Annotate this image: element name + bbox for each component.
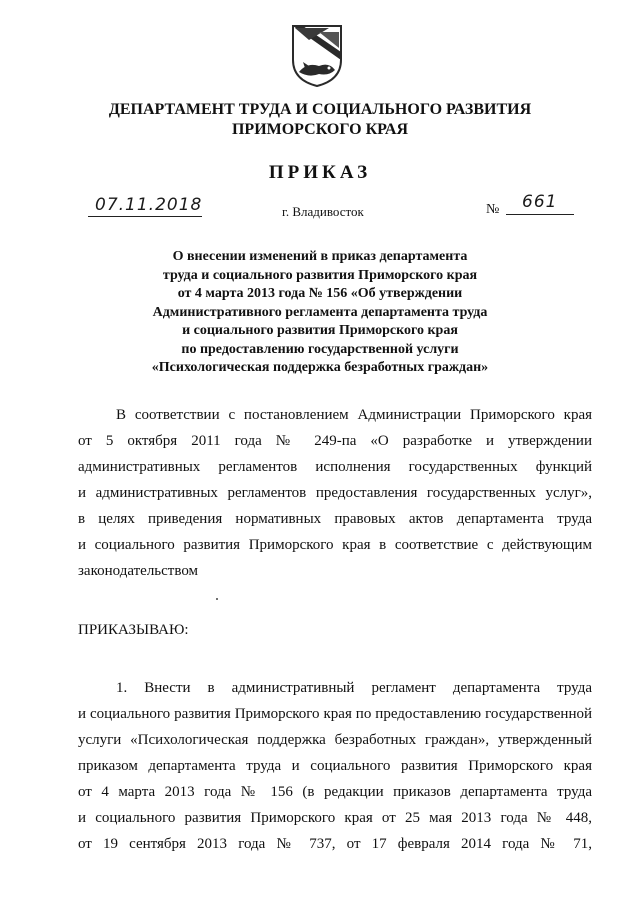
- subject-line: и социального развития Приморского края: [182, 323, 458, 338]
- subject-line: по предоставлению государственной услуги: [181, 341, 459, 357]
- paragraph-line: от 19 сентября 2013 года № 737, от 17 февраля 2014 года № 71,: [78, 836, 592, 852]
- subject-line: О внесении изменений в приказ департамента: [172, 249, 468, 264]
- paragraph-line: В соответствии с постановлением Администрации Приморского края: [116, 407, 592, 423]
- paragraph-line: и социального развития Приморского края от 25 мая 2013 года № 448,: [78, 810, 592, 826]
- city-label: г. Владивосток: [282, 204, 364, 219]
- paragraph-line: приказом департамента труда и социального развития Приморского края: [78, 758, 592, 774]
- subject-line: Административного регламента департамента труда: [152, 304, 488, 320]
- paragraph-line: услуги «Психологическая поддержка безработных граждан», утвержденный: [78, 732, 592, 748]
- paragraph-line: 1. Внести в административный регламент департамента труда: [116, 680, 592, 696]
- coat-of-arms-emblem: [289, 22, 345, 88]
- preamble-paragraph: [78, 402, 592, 584]
- subject-line: «Психологическая поддержка безработных граждан»: [151, 360, 489, 375]
- handwritten-number: 661: [522, 192, 558, 212]
- department-line-1: ДЕПАРТАМЕНТ ТРУДА И СОЦИАЛЬНОГО РАЗВИТИЯ: [108, 101, 532, 118]
- subject-line: от 4 марта 2013 года № 156 «Об утверждении: [177, 286, 463, 301]
- department-header: [0, 100, 640, 140]
- order-subject: [0, 248, 640, 378]
- number-sign: №: [486, 202, 500, 217]
- paragraph-line: и административных регламентов предоставления государственных услуг»,: [78, 485, 592, 501]
- item-1-paragraph: [78, 675, 592, 857]
- paragraph-line: от 5 октября 2011 года № 249-па «О разработке и утверждении: [78, 433, 592, 449]
- paragraph-line: от 4 марта 2013 года № 156 (в редакции приказов департамента труда: [78, 784, 592, 800]
- paragraph-line: в целях приведения нормативных правовых актов департамента труда: [78, 511, 592, 527]
- decree-word: ПРИКАЗЫВАЮ:: [78, 622, 189, 638]
- paragraph-line: и социального развития Приморского края в соответствие с действующим: [78, 537, 592, 553]
- department-line-2: ПРИМОРСКОГО КРАЯ: [231, 121, 409, 138]
- scan-speck: [216, 598, 218, 600]
- paragraph-line: и социального развития Приморского края по предоставлению государственной: [78, 706, 592, 722]
- handwritten-date: 07.11.2018: [95, 195, 203, 215]
- paragraph-line: административных регламентов исполнения государственных функций: [78, 459, 592, 475]
- document-type-title: ПРИКАЗ: [268, 162, 372, 183]
- subject-line: труда и социального развития Приморского края: [162, 267, 478, 283]
- paragraph-line: законодательством: [78, 563, 199, 579]
